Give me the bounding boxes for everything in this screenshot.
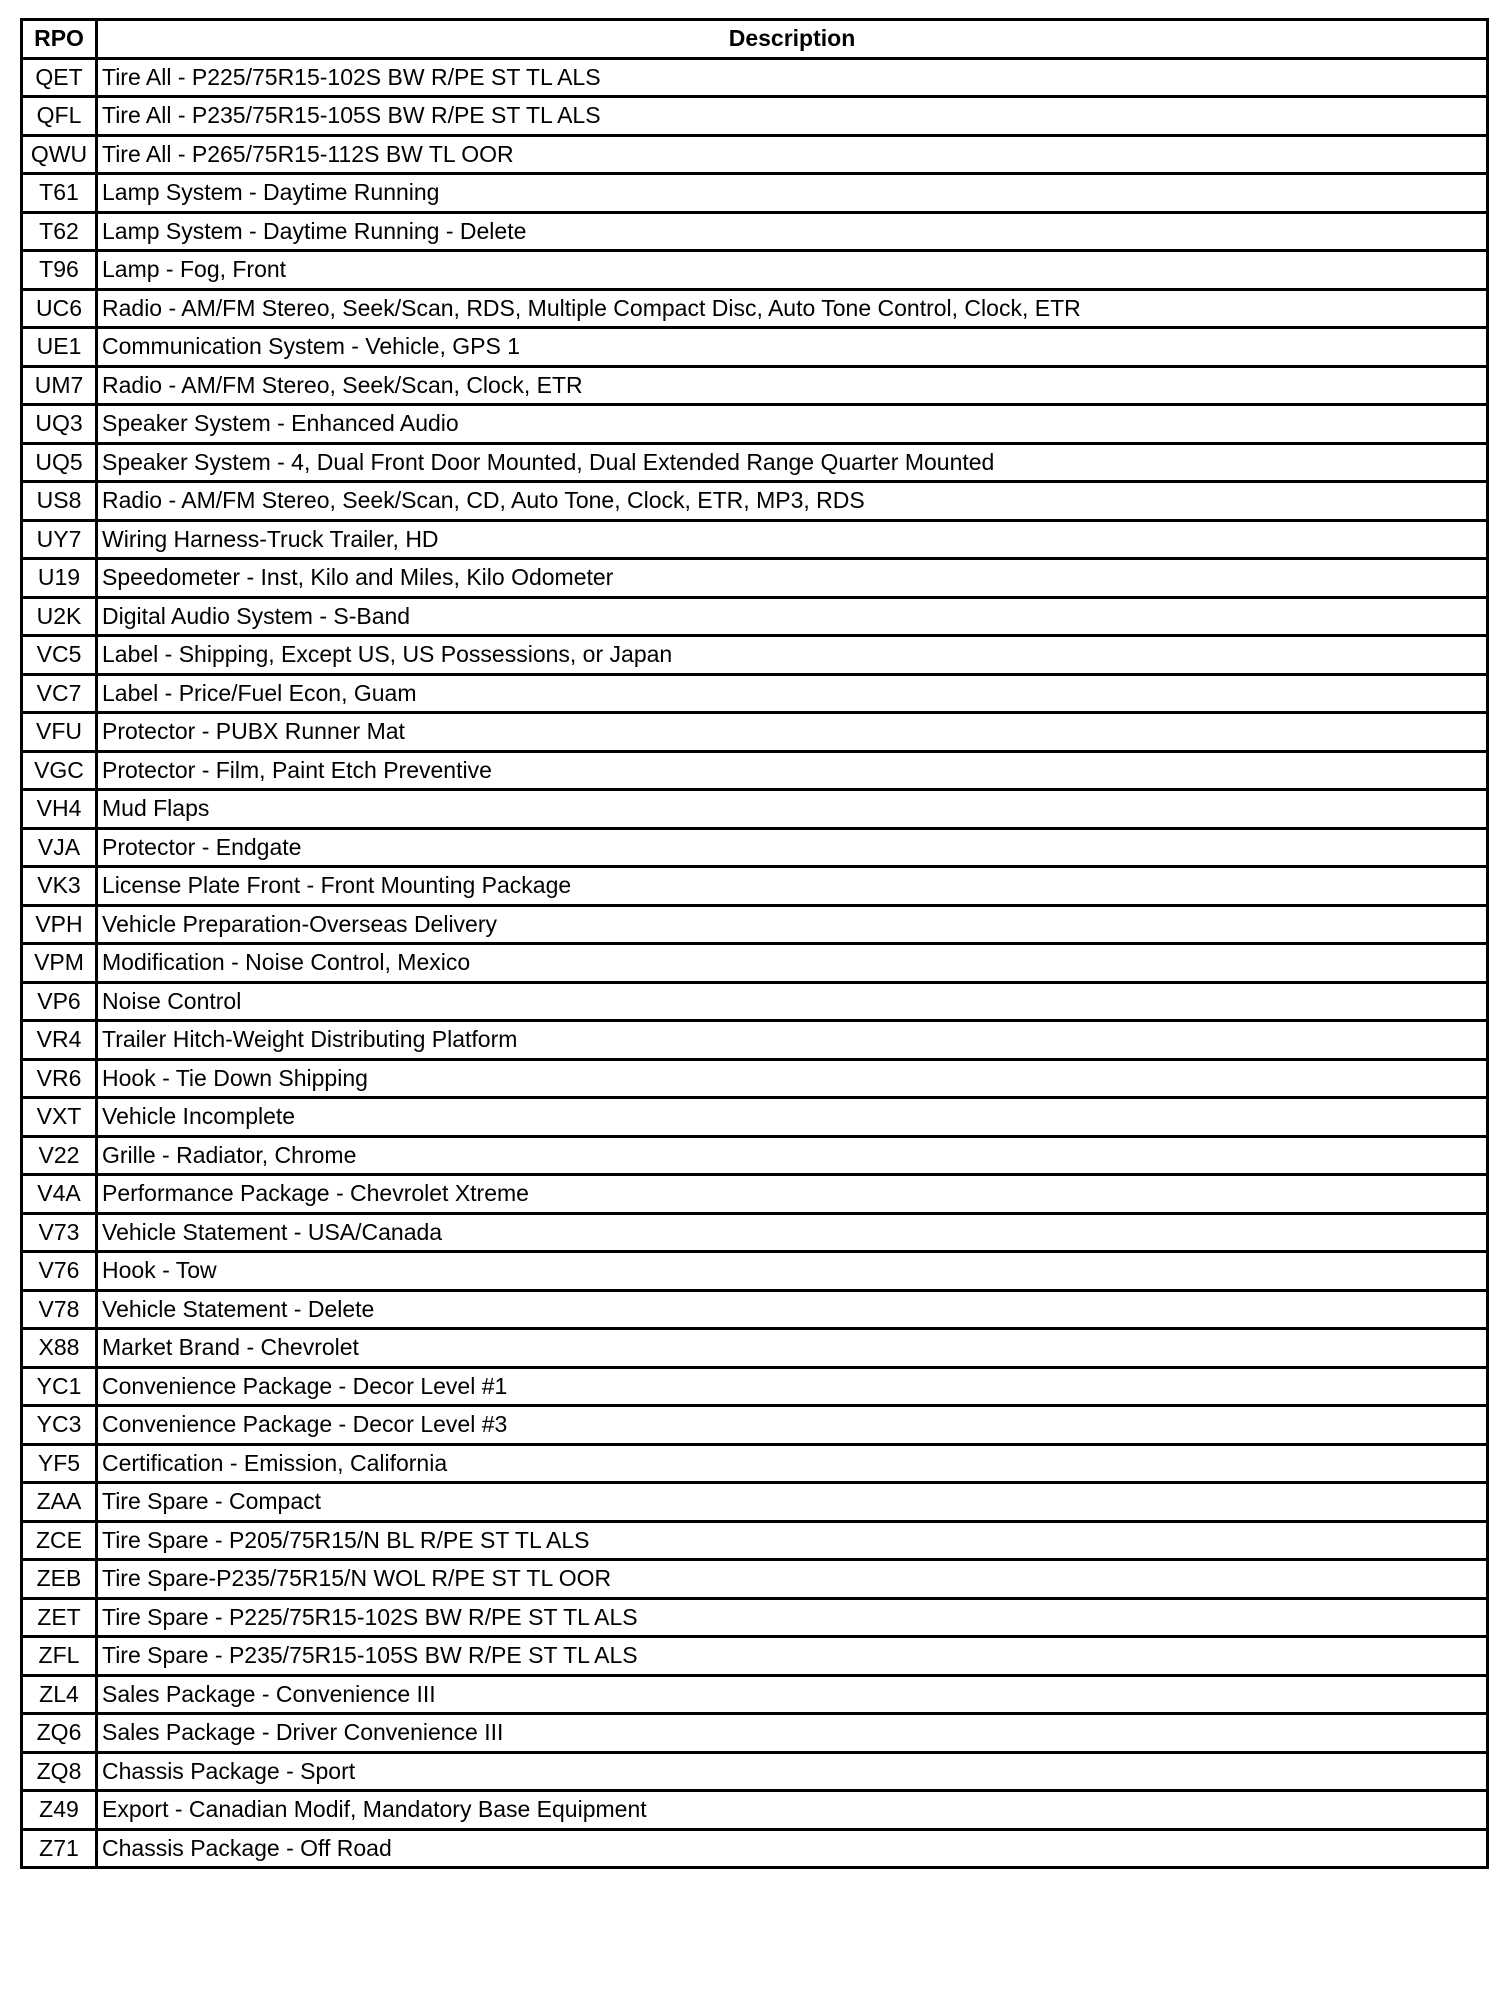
table-row — [22, 751, 1488, 790]
description-cell: Vehicle Statement - USA/Canada — [97, 1213, 1488, 1252]
rpo-code-cell: ZQ8 — [22, 1752, 97, 1791]
description-cell: Speaker System - 4, Dual Front Door Mounted, Dual Extended Range Quarter Mounted — [97, 443, 1488, 482]
table-row — [22, 905, 1488, 944]
description-cell: Market Brand - Chevrolet — [97, 1329, 1488, 1368]
table-row — [22, 790, 1488, 829]
rpo-code-cell: VFU — [22, 713, 97, 752]
description-cell: Tire Spare - P205/75R15/N BL R/PE ST TL ALS — [97, 1521, 1488, 1560]
table-row — [22, 636, 1488, 675]
table-row — [22, 174, 1488, 213]
rpo-code-cell: U19 — [22, 559, 97, 598]
rpo-code-cell: YF5 — [22, 1444, 97, 1483]
rpo-code-cell: ZCE — [22, 1521, 97, 1560]
table-row — [22, 58, 1488, 97]
description-cell: Tire All - P225/75R15-102S BW R/PE ST TL ALS — [97, 58, 1488, 97]
description-cell: Convenience Package - Decor Level #3 — [97, 1406, 1488, 1445]
table-row — [22, 1213, 1488, 1252]
rpo-code-cell: T61 — [22, 174, 97, 213]
description-cell: Modification - Noise Control, Mexico — [97, 944, 1488, 983]
description-cell: Tire Spare - P225/75R15-102S BW R/PE ST TL ALS — [97, 1598, 1488, 1637]
description-cell: Tire All - P235/75R15-105S BW R/PE ST TL ALS — [97, 97, 1488, 136]
table-row — [22, 1021, 1488, 1060]
rpo-code-cell: US8 — [22, 482, 97, 521]
rpo-code-cell: VPM — [22, 944, 97, 983]
table-row — [22, 674, 1488, 713]
rpo-code-cell: Z71 — [22, 1829, 97, 1868]
description-cell: Noise Control — [97, 982, 1488, 1021]
description-cell: Speedometer - Inst, Kilo and Miles, Kilo Odometer — [97, 559, 1488, 598]
table-row — [22, 713, 1488, 752]
rpo-code-cell: ZL4 — [22, 1675, 97, 1714]
rpo-code-cell: ZET — [22, 1598, 97, 1637]
rpo-code-cell: VK3 — [22, 867, 97, 906]
table-row — [22, 1252, 1488, 1291]
description-cell: Sales Package - Convenience III — [97, 1675, 1488, 1714]
description-cell: Protector - Film, Paint Etch Preventive — [97, 751, 1488, 790]
rpo-code-cell: VXT — [22, 1098, 97, 1137]
table-row — [22, 1444, 1488, 1483]
rpo-code-cell: V22 — [22, 1136, 97, 1175]
description-cell: Tire Spare - Compact — [97, 1483, 1488, 1522]
table-row — [22, 520, 1488, 559]
description-cell: Tire All - P265/75R15-112S BW TL OOR — [97, 135, 1488, 174]
description-cell: Vehicle Statement - Delete — [97, 1290, 1488, 1329]
rpo-code-cell: VR4 — [22, 1021, 97, 1060]
table-row — [22, 405, 1488, 444]
rpo-code-cell: U2K — [22, 597, 97, 636]
rpo-code-cell: VH4 — [22, 790, 97, 829]
table-row — [22, 212, 1488, 251]
rpo-code-cell: T96 — [22, 251, 97, 290]
rpo-code-cell: UC6 — [22, 289, 97, 328]
rpo-code-cell: ZAA — [22, 1483, 97, 1522]
rpo-code-cell: UQ3 — [22, 405, 97, 444]
description-cell: Lamp System - Daytime Running - Delete — [97, 212, 1488, 251]
table-row — [22, 1829, 1488, 1868]
description-cell: Trailer Hitch-Weight Distributing Platform — [97, 1021, 1488, 1060]
rpo-code-cell: YC3 — [22, 1406, 97, 1445]
description-cell: Lamp System - Daytime Running — [97, 174, 1488, 213]
description-cell: Vehicle Preparation-Overseas Delivery — [97, 905, 1488, 944]
header-rpo: RPO — [22, 20, 97, 59]
table-row — [22, 1598, 1488, 1637]
description-cell: Label - Price/Fuel Econ, Guam — [97, 674, 1488, 713]
description-cell: Protector - PUBX Runner Mat — [97, 713, 1488, 752]
table-row — [22, 1406, 1488, 1445]
description-cell: Chassis Package - Off Road — [97, 1829, 1488, 1868]
table-row — [22, 1637, 1488, 1676]
rpo-code-cell: VJA — [22, 828, 97, 867]
description-cell: Certification - Emission, California — [97, 1444, 1488, 1483]
description-cell: Wiring Harness-Truck Trailer, HD — [97, 520, 1488, 559]
table-row — [22, 1059, 1488, 1098]
rpo-code-cell: V73 — [22, 1213, 97, 1252]
table-header-row — [22, 20, 1488, 59]
description-cell: Grille - Radiator, Chrome — [97, 1136, 1488, 1175]
rpo-code-cell: UQ5 — [22, 443, 97, 482]
description-cell: Mud Flaps — [97, 790, 1488, 829]
table-row — [22, 1752, 1488, 1791]
rpo-code-cell: QWU — [22, 135, 97, 174]
description-cell: Radio - AM/FM Stereo, Seek/Scan, RDS, Multiple Compact Disc, Auto Tone Control, Clock, ETR — [97, 289, 1488, 328]
table-row — [22, 366, 1488, 405]
description-cell: Vehicle Incomplete — [97, 1098, 1488, 1137]
description-cell: Tire Spare-P235/75R15/N WOL R/PE ST TL OOR — [97, 1560, 1488, 1599]
rpo-code-cell: V76 — [22, 1252, 97, 1291]
rpo-code-cell: VR6 — [22, 1059, 97, 1098]
table-row — [22, 867, 1488, 906]
description-cell: Export - Canadian Modif, Mandatory Base Equipment — [97, 1791, 1488, 1830]
table-row — [22, 1714, 1488, 1753]
rpo-code-cell: VC5 — [22, 636, 97, 675]
description-cell: Sales Package - Driver Convenience III — [97, 1714, 1488, 1753]
table-row — [22, 482, 1488, 521]
table-row — [22, 1367, 1488, 1406]
rpo-code-cell: UM7 — [22, 366, 97, 405]
description-cell: Radio - AM/FM Stereo, Seek/Scan, CD, Auto Tone, Clock, ETR, MP3, RDS — [97, 482, 1488, 521]
rpo-code-cell: QFL — [22, 97, 97, 136]
table-row — [22, 251, 1488, 290]
rpo-code-cell: VP6 — [22, 982, 97, 1021]
table-row — [22, 559, 1488, 598]
description-cell: Communication System - Vehicle, GPS 1 — [97, 328, 1488, 367]
rpo-code-cell: T62 — [22, 212, 97, 251]
table-row — [22, 328, 1488, 367]
rpo-code-cell: YC1 — [22, 1367, 97, 1406]
rpo-code-cell: ZFL — [22, 1637, 97, 1676]
table-row — [22, 944, 1488, 983]
description-cell: Speaker System - Enhanced Audio — [97, 405, 1488, 444]
table-row — [22, 135, 1488, 174]
rpo-code-cell: V78 — [22, 1290, 97, 1329]
table-row — [22, 1098, 1488, 1137]
description-cell: License Plate Front - Front Mounting Package — [97, 867, 1488, 906]
table-row — [22, 828, 1488, 867]
rpo-code-cell: UY7 — [22, 520, 97, 559]
table-row — [22, 982, 1488, 1021]
table-body — [22, 58, 1488, 1868]
description-cell: Performance Package - Chevrolet Xtreme — [97, 1175, 1488, 1214]
rpo-code-cell: ZQ6 — [22, 1714, 97, 1753]
rpo-code-cell: ZEB — [22, 1560, 97, 1599]
table-row — [22, 1483, 1488, 1522]
table-row — [22, 289, 1488, 328]
rpo-code-cell: VC7 — [22, 674, 97, 713]
table-row — [22, 1791, 1488, 1830]
rpo-code-cell: V4A — [22, 1175, 97, 1214]
table-row — [22, 1560, 1488, 1599]
description-cell: Chassis Package - Sport — [97, 1752, 1488, 1791]
table-row — [22, 1675, 1488, 1714]
rpo-code-cell: UE1 — [22, 328, 97, 367]
table-row — [22, 97, 1488, 136]
rpo-code-cell: Z49 — [22, 1791, 97, 1830]
rpo-code-cell: X88 — [22, 1329, 97, 1368]
description-cell: Label - Shipping, Except US, US Possessions, or Japan — [97, 636, 1488, 675]
rpo-code-cell: VGC — [22, 751, 97, 790]
description-cell: Radio - AM/FM Stereo, Seek/Scan, Clock, ETR — [97, 366, 1488, 405]
rpo-table — [20, 18, 1489, 1869]
table-row — [22, 1136, 1488, 1175]
header-description: Description — [97, 20, 1488, 59]
description-cell: Hook - Tie Down Shipping — [97, 1059, 1488, 1098]
table-row — [22, 443, 1488, 482]
table-row — [22, 1290, 1488, 1329]
rpo-code-cell: QET — [22, 58, 97, 97]
table-row — [22, 597, 1488, 636]
table-row — [22, 1175, 1488, 1214]
description-cell: Hook - Tow — [97, 1252, 1488, 1291]
description-cell: Tire Spare - P235/75R15-105S BW R/PE ST TL ALS — [97, 1637, 1488, 1676]
description-cell: Convenience Package - Decor Level #1 — [97, 1367, 1488, 1406]
rpo-code-cell: VPH — [22, 905, 97, 944]
table-row — [22, 1521, 1488, 1560]
description-cell: Protector - Endgate — [97, 828, 1488, 867]
description-cell: Digital Audio System - S-Band — [97, 597, 1488, 636]
description-cell: Lamp - Fog, Front — [97, 251, 1488, 290]
table-row — [22, 1329, 1488, 1368]
